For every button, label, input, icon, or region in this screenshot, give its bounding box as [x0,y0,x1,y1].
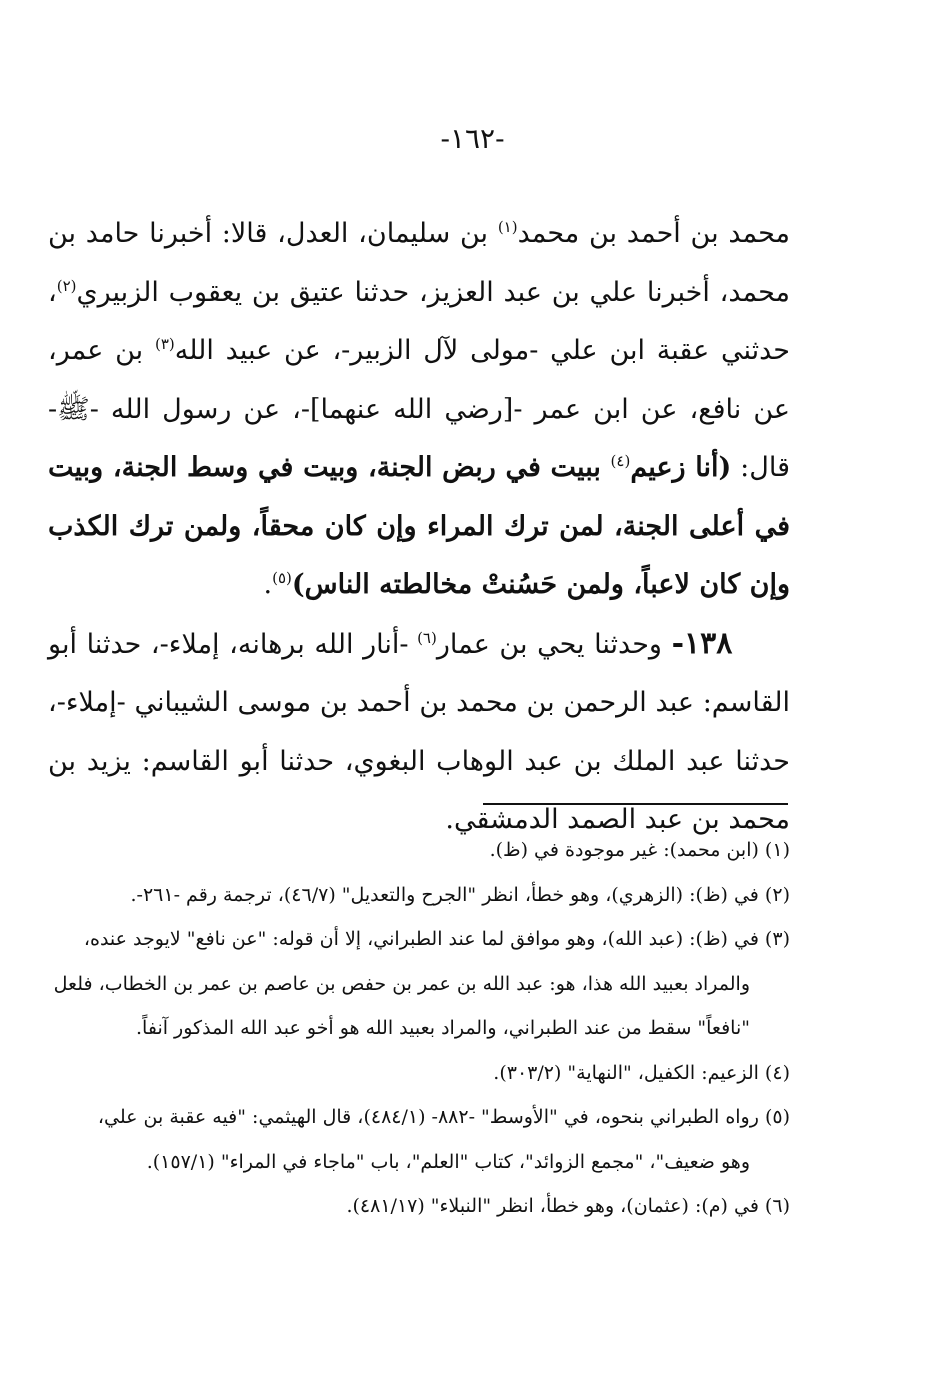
footnote-4 [40,1051,790,1096]
footnote-ref-6[interactable]: (٦) [417,628,437,647]
footnote-1 [40,828,790,873]
paragraph-1 [48,205,790,615]
footnote-text: (١) (ابن محمد): غير موجودة في (ظ). [489,839,790,861]
text-run: . [263,569,273,600]
footnote-ref-3[interactable]: (٣) [154,335,175,353]
text-run: بن عمر، عن نافع، عن ابن عمر -[رضي الله عنهما]-، عن رسول الله -ﷺ- قال: [48,335,790,483]
footnote-text: (٥) رواه الطبراني بنحوه، في "الأوسط" -٨٨٢- (٤٨٤/١)، قال الهيثمي: "فيه عقبة بن علي، [97,1106,790,1128]
footnote-separator [483,803,788,805]
footnote-ref-5[interactable]: (٥) [272,569,292,587]
footnotes [40,828,790,1229]
footnote-ref-2[interactable]: (٢) [56,276,77,295]
footnote-continuation: وهو ضعيف"، "مجمع الزوائد"، كتاب "العلم"، باب "ماجاء في المراء" (١٥٧/١). [146,1150,750,1173]
footnote-5 [40,1095,790,1184]
text-run: -أنار الله برهانه، إملاء-، حدثنا أبو القاسم: عبد الرحمن بن محمد بن أحمد بن موسى الشيباني -إملاء-، حدثنا عبد الملك بن عبد الوهاب البغوي، حدثنا أبو القاسم: يزيد بن محمد بن عبد الصمد الدمشقي. [48,628,790,835]
text-run: وحدثنا يحي بن عمار [436,628,672,660]
footnote-continuation: والمراد بعبيد الله هذا، هو: عبد الله بن عمر بن حفص بن عاصم بن عمر بن الخطاب، فلعل [53,972,750,995]
main-text [48,205,790,850]
footnote-6 [40,1184,790,1229]
footnote-2 [40,873,790,918]
footnote-ref-4[interactable]: (٤) [610,452,631,470]
hadith-text: (أنا زعيم [630,452,732,483]
footnote-text: (٤) الزعيم: الكفيل، "النهاية" (٣٠٣/٢). [493,1061,790,1084]
text-run: ، حدثني عقبة ابن علي -مولى لآل الزبير-، عن عبيد الله [48,276,790,366]
hadith-number: ١٣٨- [671,625,733,661]
footnote-text: (٣) في (ظ): (عبد الله)، وهو موافق لما عند الطبراني، إلا أن قوله: "عن نافع" لايوجد عنده، [83,928,790,950]
text-run: محمد بن أحمد بن محمد [517,218,790,249]
paragraph-2 [48,615,790,850]
footnote-3 [40,917,790,1051]
page-number: -١٦٢- [440,122,505,155]
hadith-text: ببيت في ربض الجنة، وبيت في وسط الجنة، وبيت في أعلى الجنة، لمن ترك المراء وإن كان محقاً، ولمن ترك الكذب وإن كان لاعباً، ولمن حَسُنتْ مخالطته الناس) [48,452,790,600]
footnote-ref-1[interactable]: (١) [497,218,518,236]
footnote-continuation: "نافعاً" سقط من عند الطبراني، والمراد بعبيد الله هو أخو عبد الله المذكور آنفاً. [136,1017,750,1039]
footnote-text: (٦) في (م): (عثمان)، وهو خطأ، انظر "النبلاء" (٤٨١/١٧). [346,1195,790,1217]
text-run: بن سليمان، العدل، قالا: أخبرنا حامد بن محمد، أخبرنا علي بن عبد العزيز، حدثنا عتيق بن يعقوب الزبيري [48,218,790,308]
footnote-text: (٢) في (ظ): (الزهري)، وهو خطأ، انظر "الجرح والتعديل" (٤٦/٧)، ترجمة رقم -٢٦١-. [130,883,790,906]
